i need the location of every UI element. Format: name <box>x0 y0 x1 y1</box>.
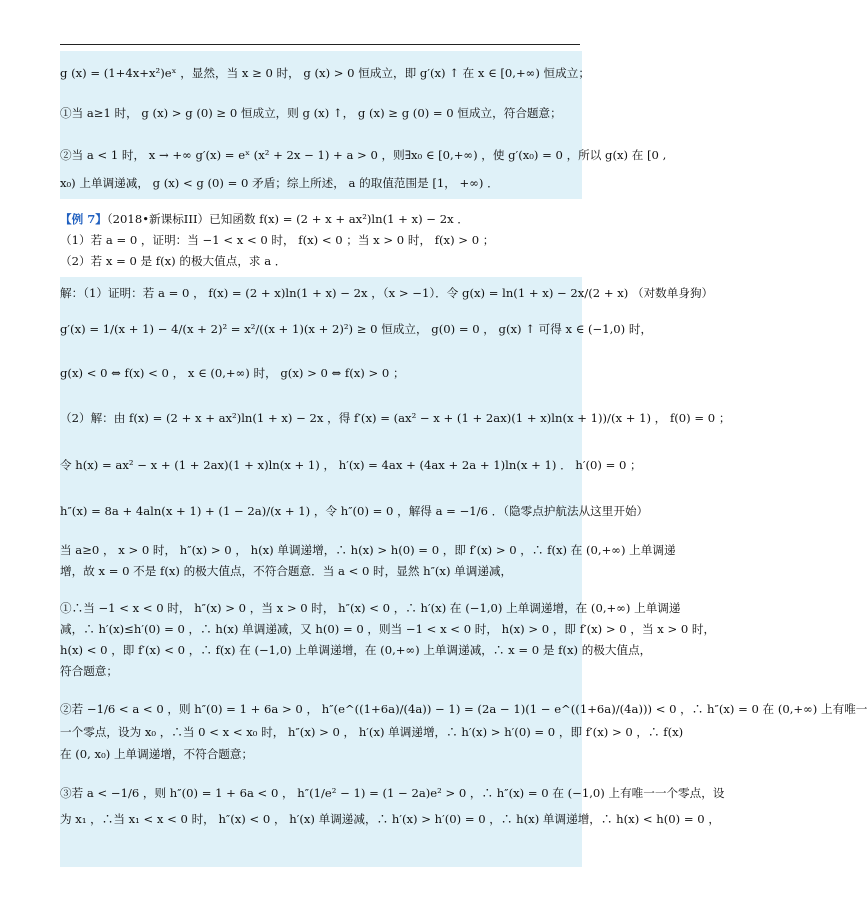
text-line: ①当 a≥1 时， g (x) > g (0) ≥ 0 恒成立，则 g (x) ↑， g (x) ≥ g (0) = 0 恒成立，符合题意； <box>60 106 562 120</box>
text-line: 符合题意； <box>60 664 118 678</box>
text-line: h(x) < 0 ，即 f′(x) < 0 ，∴ f(x) 在 (−1,0) 上单调递增，在 (0,+∞) 上单调递减，∴ x = 0 是 f(x) 的极大值点， <box>60 643 652 657</box>
text-line: g(x) < 0 ⇔ f(x) < 0 ， x ∈ (0,+∞) 时， g(x) > 0 ⇔ f(x) > 0 ； <box>60 366 405 380</box>
text-line: g (x) = (1+4x+x²)eˣ ，显然，当 x ≥ 0 时， g (x) > 0 恒成立，即 g′(x) ↑ 在 x ∈ [0,+∞) 恒成立； <box>60 66 590 80</box>
example-label: 【例 7】 <box>60 212 107 226</box>
text-line: 一个零点，设为 x₀ ，∴当 0 < x < x₀ 时， h″(x) > 0 ， h′(x) 单调递增，∴ h′(x) > h′(0) = 0 ，即 f′(x) > 0 ，∴ f(x) <box>60 725 684 739</box>
text-line: 为 x₁ ，∴当 x₁ < x < 0 时， h″(x) < 0 ， h′(x) 单调递减，∴ h′(x) > h′(0) = 0 ，∴ h(x) 单调递增，∴ h(x) < h(0) = 0 ， <box>60 812 720 826</box>
text-line: 解：（1）证明：若 a = 0 ， f(x) = (2 + x)ln(1 + x) − 2x ，（x > −1）．令 g(x) = ln(1 + x) − 2x/(2 + x) （对数单身狗） <box>60 286 714 300</box>
text-line: ③若 a < −1/6 ，则 h″(0) = 1 + 6a < 0 ， h″(1/e² − 1) = (1 − 2a)e² > 0 ，∴ h″(x) = 0 在 (−1,0) 上有唯一一个零点，设 <box>60 786 725 800</box>
text-line: 当 a≥0 ， x > 0 时， h″(x) > 0 ， h(x) 单调递增，∴ h(x) > h(0) = 0 ，即 f′(x) > 0 ，∴ f(x) 在 (0,+∞) 上单调递 <box>60 543 676 557</box>
text-line: ①∴当 −1 < x < 0 时， h″(x) > 0 ，当 x > 0 时， h″(x) < 0 ，∴ h′(x) 在 (−1,0) 上单调递增，在 (0,+∞) 上单调递 <box>60 601 681 615</box>
text-line: （2）若 x = 0 是 f(x) 的极大值点，求 a ． <box>60 254 287 268</box>
top-rule <box>60 44 580 45</box>
text-line: 令 h(x) = ax² − x + (1 + 2ax)(1 + x)ln(x + 1) ， h′(x) = 4ax + (4ax + 2a + 1)ln(x + 1) ． h′(0) = 0 ； <box>60 458 642 472</box>
text-line: h″(x) = 8a + 4aln(x + 1) + (1 − 2a)/(x + 1) ，令 h″(0) = 0 ，解得 a = −1/6 ．（隐零点护航法从这里开始） <box>60 504 649 518</box>
text-line: 减，∴ h′(x)≤h′(0) = 0 ，∴ h(x) 单调递减，又 h(0) = 0 ，则当 −1 < x < 0 时， h(x) > 0 ，即 f′(x) > 0 ，当 x > 0 时， <box>60 622 716 636</box>
text-line: （1）若 a = 0 ，证明：当 −1 < x < 0 时， f(x) < 0 ；当 x > 0 时， f(x) > 0 ； <box>60 233 495 247</box>
text-line: 在 (0, x₀) 上单调递增，不符合题意； <box>60 747 254 761</box>
text-line: x₀) 上单调递减， g (x) < g (0) = 0 矛盾；综上所述， a 的取值范围是 [1， +∞) ． <box>60 176 499 190</box>
text-line: g′(x) = 1/(x + 1) − 4/(x + 2)² = x²/((x + 1)(x + 2)²) ≥ 0 恒成立， g(0) = 0 ， g(x) ↑ 可得 x ∈ (−1,0) 时， <box>60 322 653 336</box>
text-line: （2）解：由 f(x) = (2 + x + ax²)ln(1 + x) − 2x ，得 f′(x) = (ax² − x + (1 + 2ax)(1 + x)ln(x + 1))/(x + 1) ， f(0) = 0 ； <box>60 411 731 425</box>
example-7-heading: 【例 7】（2018•新课标III）已知函数 f(x) = (2 + x + ax²)ln(1 + x) − 2x ． <box>60 212 469 226</box>
text-line: ②当 a < 1 时， x → +∞ g′(x) = eˣ (x² + 2x − 1) + a > 0 ，则∃x₀ ∈ [0,+∞) ，使 g′(x₀) = 0 ，所以 g(x) 在 [0 , <box>60 148 667 162</box>
text-line: 增，故 x = 0 不是 f(x) 的极大值点，不符合题意．当 a < 0 时，显然 h″(x) 单调递减， <box>60 564 513 578</box>
text-line: ②若 −1/6 < a < 0 ，则 h″(0) = 1 + 6a > 0 ， h″(e^((1+6a)/(4a)) − 1) = (2a − 1)(1 − e^((1+6a)/(4a))) < 0 ，∴ h″(x) = 0 在 (0,+∞) 上有唯一 <box>60 702 867 716</box>
